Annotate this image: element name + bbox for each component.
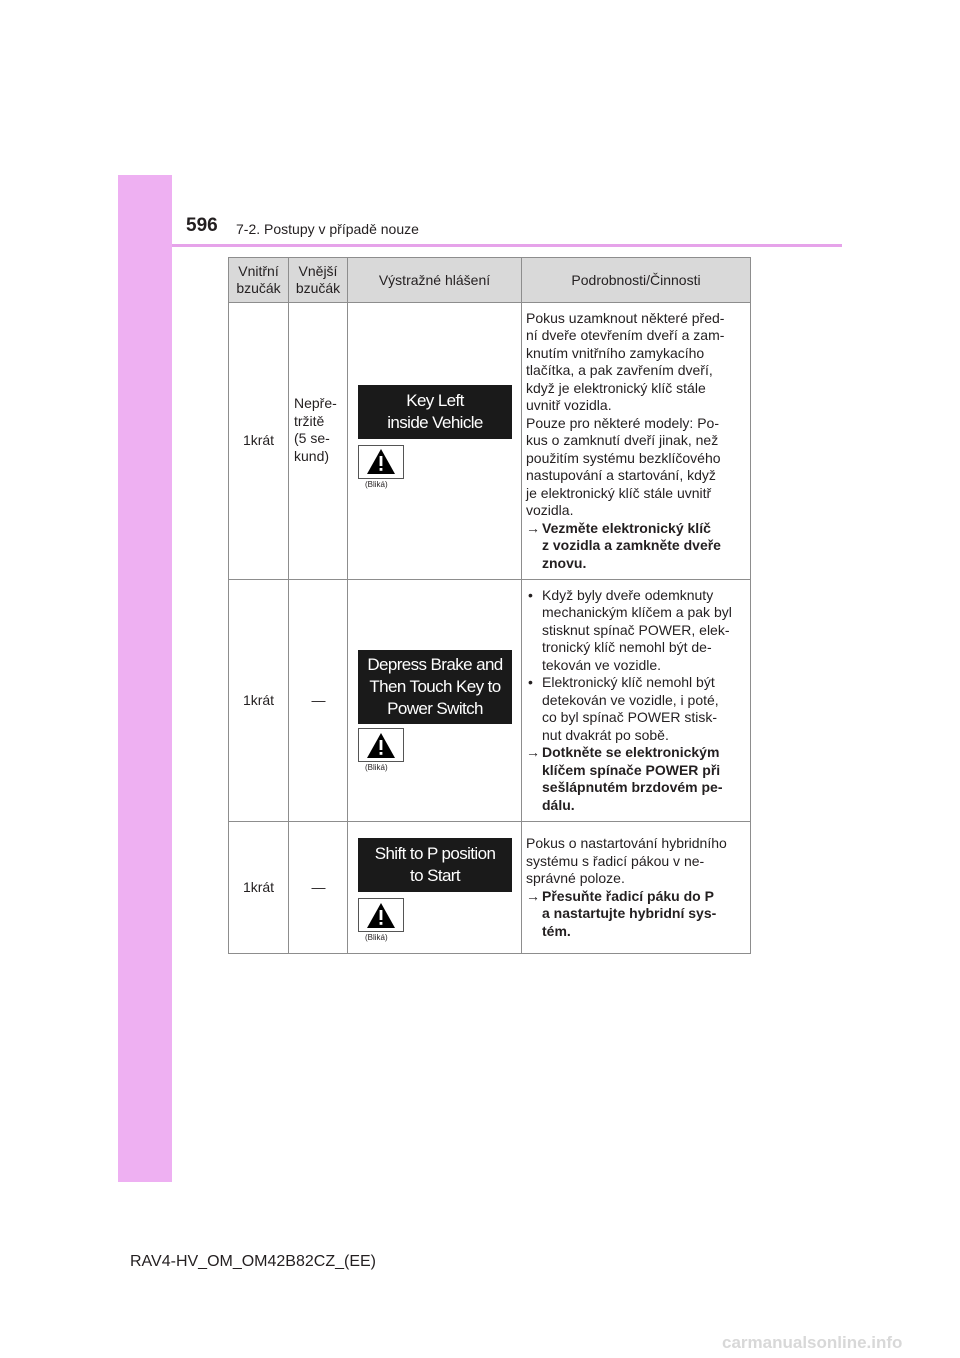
table-header-row (229, 258, 751, 303)
header-inner-buzzer: Vnitřní bzučák (229, 258, 289, 303)
warning-message-cell (348, 303, 522, 580)
arrow-right-icon: → (526, 744, 540, 761)
action-line: → Přesuňte řadicí páku do P a nastartujte hybridní sys- tém. (526, 887, 717, 939)
page-number: 596 (186, 215, 218, 236)
list-item: • Když byly dveře odemknuty mechanickým klíčem a pak byl stisknut spínač POWER, elek- tronický klíč nemohl být de- tekován ve vozidle. (528, 586, 732, 673)
outer-buzzer-cell: — (289, 822, 348, 954)
section-title: 7-2. Postupy v případě nouze (236, 221, 419, 237)
warning-message-cell (348, 822, 522, 954)
footer-model-code: RAV4-HV_OM_OM42B82CZ_(EE) (130, 1253, 376, 1270)
warning-table (228, 257, 751, 954)
warning-triangle-icon (358, 728, 404, 762)
header-warning-message: Výstražné hlášení (348, 258, 522, 303)
header-divider (172, 244, 842, 247)
details-cell (522, 580, 751, 822)
inner-buzzer-cell: 1krát (229, 580, 289, 822)
chapter-sidebar-tab (118, 175, 172, 1182)
table-row (229, 580, 751, 822)
table-row (229, 822, 751, 954)
table-row (229, 303, 751, 580)
action-line: → Dotkněte se elektronickým klíčem spínače POWER při sešlápnutém brzdovém pe- dálu. (526, 744, 723, 813)
display-message: Key Left inside Vehicle (358, 385, 512, 439)
arrow-right-icon: → (526, 519, 540, 536)
warning-triangle-icon (358, 445, 404, 479)
display-message: Shift to P position to Start (358, 838, 512, 892)
watermark: carmanualsonline.info (722, 1333, 903, 1352)
arrow-right-icon: → (526, 887, 540, 904)
blink-label: (Bliká) (365, 933, 388, 942)
outer-buzzer-cell: — (289, 580, 348, 822)
header-details: Podrobnosti/Činnosti (522, 258, 751, 303)
details-cell: Pokus o nastartování hybridního systému s řadicí pákou v ne- správné poloze. → Přesuňte řadicí páku do P a nastartujte hybridní sys- tém. (522, 822, 751, 954)
details-cell: Pokus uzamknout některé před- ní dveře otevřením dveří a zam- knutím vnitřního zamykacího tlačítka, a pak zavřením dveří, když je elektronický klíč stále uvnitř vozidla. Pouze pro některé modely: Po- kus o zamknutí dveří jinak, než použitím systému bezklíčového nastupování a startování, když je elektronický klíč stále uvnitř vozidla. → Vezměte elektronický klíč z vozidla a zamkněte dveře znovu. (522, 303, 751, 580)
inner-buzzer-cell: 1krát (229, 303, 289, 580)
header-outer-buzzer: Vnější bzučák (289, 258, 348, 303)
display-message: Depress Brake and Then Touch Key to Power Switch (358, 650, 512, 724)
blink-label: (Bliká) (365, 763, 388, 772)
inner-buzzer-cell: 1krát (229, 822, 289, 954)
outer-buzzer-cell: Nepře- tržitě (5 se- kund) (289, 303, 348, 580)
action-line: → Vezměte elektronický klíč z vozidla a zamkněte dveře znovu. (526, 519, 721, 571)
warning-triangle-icon (358, 898, 404, 932)
list-item: • Elektronický klíč nemohl být detekován ve vozidle, i poté, co byl spínač POWER stisk- nut dvakrát po sobě. (528, 674, 719, 743)
blink-label: (Bliká) (365, 479, 388, 489)
warning-message-cell (348, 580, 522, 822)
